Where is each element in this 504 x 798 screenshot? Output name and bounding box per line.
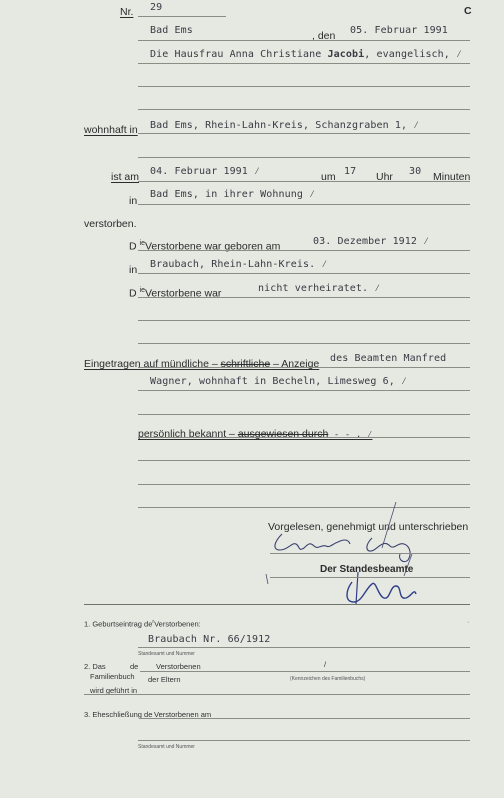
footer-item2-familienbuch: Familienbuch <box>90 672 135 681</box>
birth-date: 03. Dezember 1912 ⁄ <box>313 236 430 247</box>
registration-suffix: – Anzeige <box>270 358 320 370</box>
footer-separator <box>84 604 470 605</box>
registration-label <box>84 358 319 370</box>
den-label: , den <box>312 30 336 42</box>
known-rule-2 <box>138 460 470 461</box>
known-suffix: - - . ⁄ <box>328 430 373 440</box>
footer-item2-rule-2 <box>84 694 470 695</box>
read-approved-text: Vorgelesen, genehmigt und unterschrieben <box>268 521 469 533</box>
footer-item2-gefuehrt: wird geführt in <box>90 686 138 695</box>
signature-rule-2 <box>270 577 470 578</box>
known-rule-1 <box>138 437 470 438</box>
marital-value: nicht verheiratet. ⁄ <box>258 283 381 294</box>
place-value: Bad Ems <box>150 25 193 36</box>
registration-value-2: Wagner, wohnhaft in Becheln, Limesweg 6, ⁄ <box>150 376 408 387</box>
footer-item2-slash: / <box>324 660 327 669</box>
residence-rule-1 <box>138 133 470 134</box>
known-struck: ausgewiesen durch <box>237 428 329 440</box>
known-prefix: persönlich bekannt – <box>138 428 238 440</box>
official-label: Der Standesbeamte <box>320 564 414 575</box>
minuten-label: Minuten <box>433 171 471 183</box>
registration-rule-2 <box>138 390 470 391</box>
footer-item2-eltern: der Eltern <box>148 675 181 684</box>
death-date: 04. Februar 1991 ⁄ <box>150 166 261 177</box>
signature-rule-1 <box>270 553 470 554</box>
footer-item3-rule-2 <box>138 740 470 741</box>
registration-struck: schriftliche <box>220 358 271 370</box>
birth-date-rule <box>138 250 470 251</box>
death-place: Bad Ems, in ihrer Wohnung ⁄ <box>150 189 316 200</box>
footer-item2-rule <box>140 671 470 672</box>
known-label <box>138 428 372 440</box>
residence-value: Bad Ems, Rhein-Lahn-Kreis, Schanzgraben 1, ⁄ <box>150 120 420 131</box>
registration-prefix: Eingetragen auf mündliche – <box>84 358 221 370</box>
marital-rule-1 <box>138 297 470 298</box>
footer-item1-sup: r <box>152 619 155 625</box>
uhr-label: Uhr <box>376 171 393 183</box>
person-rule-1 <box>138 63 470 64</box>
footer-item2-verstorbenen: Verstorbenen <box>156 662 201 671</box>
footer-standesamt-label: Standesamt und Nummer <box>138 651 195 657</box>
death-in-label: in <box>129 195 138 207</box>
footer-item2-kennzeichen: (Kennzeichen des Familienbuchs) <box>290 676 366 682</box>
person-rule-3 <box>138 109 470 110</box>
death-date-rule <box>138 181 470 182</box>
residence-rule-2 <box>138 157 470 158</box>
footer-item1-suffix: Verstorbenen: <box>154 619 201 629</box>
nr-label: Nr. <box>120 6 134 18</box>
death-place-rule <box>138 204 470 205</box>
marital-d: D <box>129 287 137 300</box>
death-minutes: 30 <box>409 166 422 177</box>
birth-place: Braubach, Rhein-Lahn-Kreis. ⁄ <box>150 259 328 270</box>
footer-standesamt-label-2: Standesamt und Nummer <box>138 744 195 750</box>
footer-item1-rule <box>138 647 470 648</box>
death-hour: 17 <box>344 166 357 177</box>
death-label: ist am <box>111 171 140 183</box>
birth-ie: ie <box>139 240 145 247</box>
date-value: 05. Februar 1991 <box>350 25 448 36</box>
footer-item2-de: de <box>130 662 139 671</box>
birth-in-label: in <box>129 264 138 276</box>
nr-value: 29 <box>150 2 163 13</box>
footer-item2-number: 2. Das <box>84 662 106 671</box>
registration-rule-1 <box>138 367 470 368</box>
registration-rule-3 <box>138 414 470 415</box>
marital-rule-2 <box>138 320 470 321</box>
corner-letter: C <box>464 5 472 17</box>
registration-value-1: des Beamten Manfred <box>330 353 447 364</box>
footer-item3-value: Verstorbenen am <box>154 710 212 719</box>
place-rule <box>138 40 470 41</box>
verstorben-label: verstorben. <box>84 218 137 230</box>
footer-dot: · <box>467 619 470 626</box>
person-surname: Jacobi <box>327 49 365 60</box>
footer-item1-value: Braubach Nr. 66/1912 <box>148 634 271 645</box>
footer-item1-prefix: 1. Geburtseintrag de <box>84 619 153 629</box>
birth-label: Verstorbene war geboren am <box>144 240 281 253</box>
birth-d: D <box>129 240 137 253</box>
footer-item3-rule <box>140 718 470 719</box>
footer-item1-label <box>84 619 201 629</box>
birth-place-rule <box>138 273 470 274</box>
person-prefix: Die Hausfrau Anna Christiane <box>150 49 328 60</box>
footer-item3-label: 3. Eheschließung de <box>84 710 153 719</box>
person-suffix: , evangelisch, ⁄ <box>364 49 463 60</box>
nr-rule <box>138 16 226 17</box>
marital-ie: ie <box>139 287 145 294</box>
marital-rule-3 <box>138 343 470 344</box>
known-rule-3 <box>138 484 470 485</box>
person-line <box>150 49 462 61</box>
person-rule-2 <box>138 86 470 87</box>
residence-label: wohnhaft in <box>84 124 138 136</box>
um-label: um <box>321 171 336 183</box>
marital-label: Verstorbene war <box>144 287 222 300</box>
